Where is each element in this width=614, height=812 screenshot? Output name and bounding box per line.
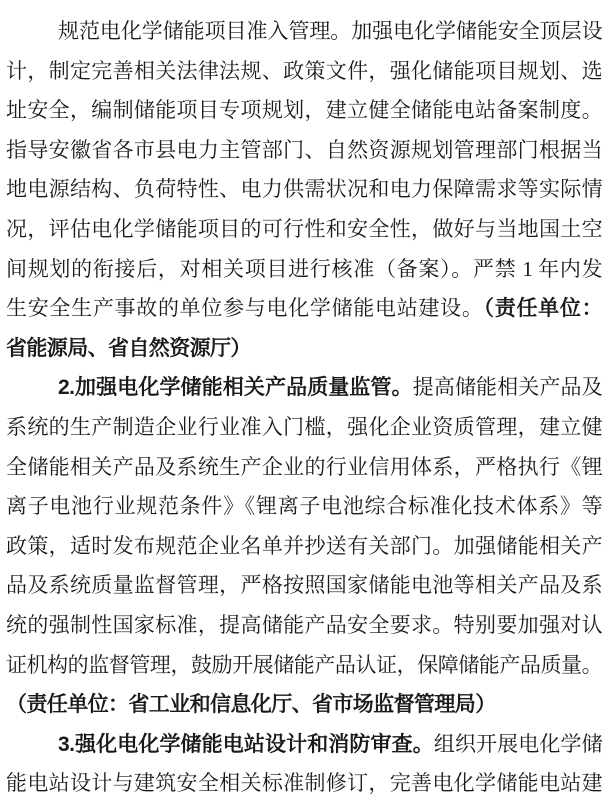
- text-segment: 址安全，编制储能项目专项规划，建立健全储能电站备案制度。: [6, 98, 602, 123]
- bold-text-segment: （责任单位：省工业和信息化厅、省市场监督管理局）: [6, 693, 496, 717]
- bold-text-segment: 省能源局、省自然资源厅）: [6, 336, 251, 360]
- text-line: [6, 210, 602, 250]
- text-line: [6, 368, 602, 408]
- text-line: [6, 408, 602, 448]
- bold-text-segment: （责任单位：: [483, 297, 602, 321]
- text-segment: 品及系统质量监督管理，严格按照国家储能电池等相关产品及系: [6, 573, 602, 598]
- text-line: [6, 131, 602, 171]
- text-segment: 组织开展电化学储: [433, 731, 602, 756]
- text-line: [6, 646, 602, 686]
- text-line: [6, 250, 602, 290]
- text-line: [6, 764, 602, 804]
- text-segment: 指导安徽省各市县电力主管部门、自然资源规划管理部门根据当: [6, 137, 602, 162]
- text-line: [6, 170, 602, 210]
- text-line: [6, 91, 602, 131]
- bold-text-segment: 3.强化电化学储能电站设计和消防审查。: [58, 732, 434, 756]
- bold-text-segment: 2.加强电化学储能相关产品质量监管。: [58, 376, 413, 400]
- document-text-block: [6, 12, 602, 804]
- text-segment: 提高储能相关产品及: [412, 375, 602, 400]
- text-segment: 离子电池行业规范条件》《锂离子电池综合标准化技术体系》等: [6, 494, 602, 519]
- text-segment: 能电站设计与建筑安全相关标准制修订，完善电化学储能电站建: [6, 771, 602, 796]
- text-segment: 政策，适时发布规范企业名单并抄送有关部门。加强储能相关产: [6, 533, 602, 558]
- text-line: [6, 527, 602, 567]
- text-segment: 系统的生产制造企业行业准入门槛，强化企业资质管理，建立健: [6, 414, 602, 439]
- text-line: [6, 329, 602, 369]
- text-line: [6, 448, 602, 488]
- text-segment: 计，制定完善相关法律法规、政策文件，强化储能项目规划、选: [6, 58, 602, 83]
- text-segment: 间规划的衔接后，对相关项目进行核准（备案）。严禁 1 年内发: [6, 256, 602, 281]
- text-segment: 规范电化学储能项目准入管理。加强电化学储能安全顶层设: [58, 19, 602, 43]
- text-line: [6, 289, 602, 329]
- text-line: [6, 52, 602, 92]
- text-line: [6, 606, 602, 646]
- text-segment: 生安全生产事故的单位参与电化学储能电站建设。: [6, 296, 484, 321]
- text-segment: 况，评估电化学储能项目的可行性和安全性，做好与当地国土空: [6, 216, 602, 241]
- text-segment: 统的强制性国家标准，提高储能产品安全要求。特别要加强对认: [6, 612, 602, 637]
- text-segment: 全储能相关产品及系统生产企业的行业信用体系，严格执行《锂: [6, 454, 602, 479]
- text-line: [6, 12, 602, 52]
- text-segment: 地电源结构、负荷特性、电力供需状况和电力保障需求等实际情: [6, 177, 602, 202]
- text-line: [6, 487, 602, 527]
- text-line: [6, 725, 602, 765]
- text-line: [6, 685, 602, 725]
- text-line: [6, 566, 602, 606]
- text-segment: 证机构的监督管理，鼓励开展储能产品认证，保障储能产品质量。: [6, 652, 602, 677]
